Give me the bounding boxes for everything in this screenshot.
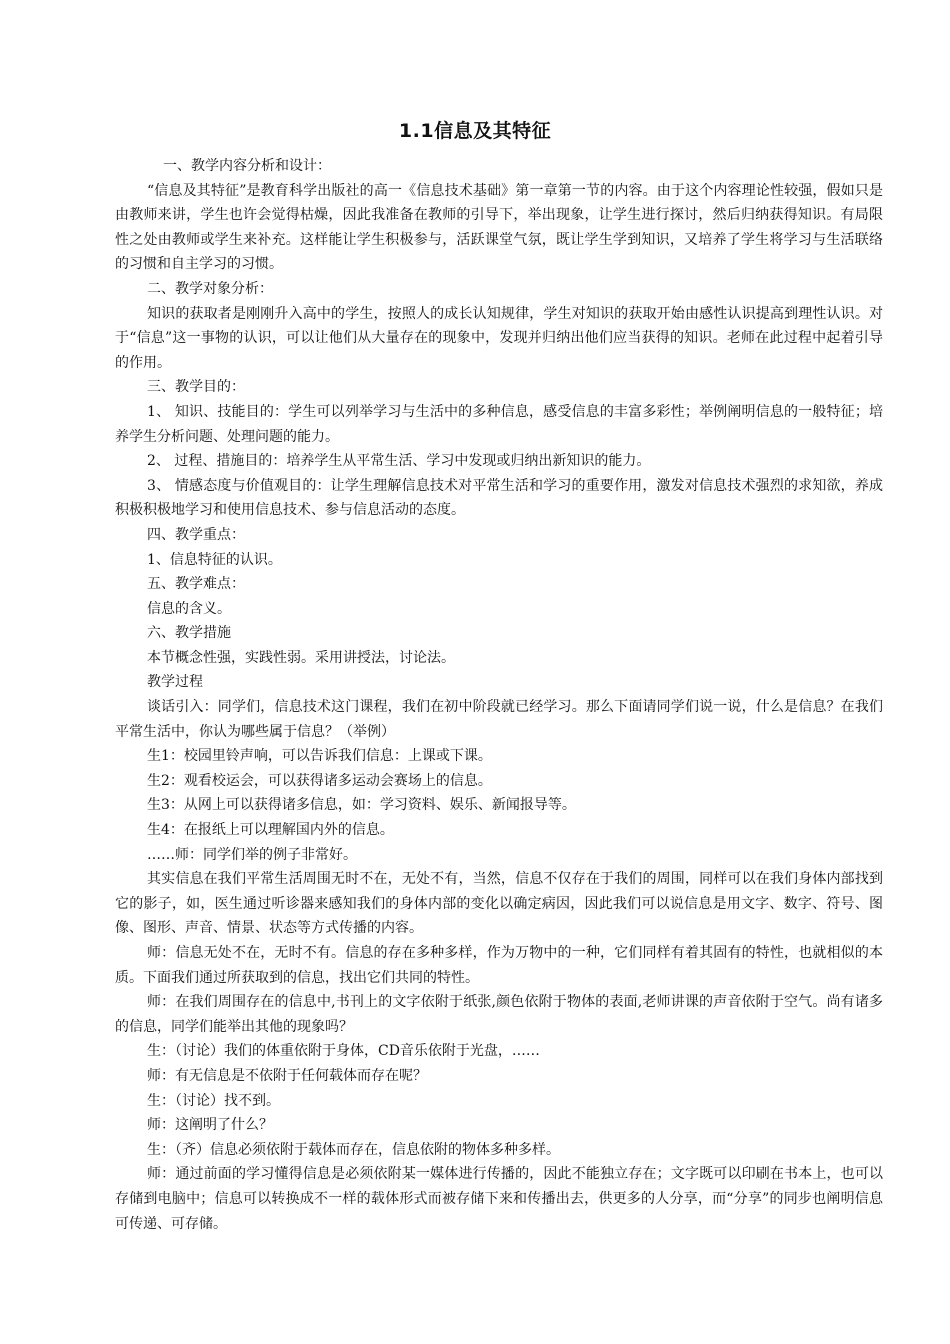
- list-item: 3、 情感态度与价值观目的：让学生理解信息技术对平常生活和学习的重要作用，激发对信息技术强烈的求知欲，养成积极积极地学习和使用信息技术、参与信息活动的态度。: [115, 477, 883, 519]
- paragraph: 知识的获取者是刚刚升入高中的学生，按照人的成长认知规律，学生对知识的获取开始由感性认识提高到理性认识。对于“信息”这一事物的认识，可以让他们从大量存在的现象中，发现并归纳出他们应当获得的知识。老师在此过程中起着引导的作用。: [115, 305, 883, 371]
- list-item: 1、信息特征的认识。: [147, 551, 282, 568]
- section-heading: 二、教学对象分析：: [147, 280, 273, 297]
- dialogue-line: ……师：同学们举的例子非常好。: [147, 846, 357, 863]
- dialogue-line: 生1：校园里铃声响，可以告诉我们信息：上课或下课。: [147, 748, 492, 765]
- list-item: 1、 知识、技能目的：学生可以列举学习与生活中的多种信息，感受信息的丰富多彩性；举例阐明信息的一般特征；培养学生分析问题、处理问题的能力。: [115, 403, 883, 445]
- dialogue-line: 生：（讨论）找不到。: [147, 1092, 280, 1109]
- dialogue-line: 师：在我们周围存在的信息中,书刊上的文字依附于纸张,颜色依附于物体的表面,老师讲课的声音依附于空气。尚有诸多的信息，同学们能举出其他的现象吗？: [115, 994, 883, 1035]
- dialogue-line: 生2：观看校运会，可以获得诸多运动会赛场上的信息。: [147, 772, 492, 789]
- dialogue-line: 生：（讨论）我们的体重依附于身体，CD音乐依附于光盘，……: [147, 1043, 540, 1060]
- paragraph: “信息及其特征”是教育科学出版社的高一《信息技术基础》第一章第一节的内容。由于这个内容理论性较强，假如只是由教师来讲，学生也许会觉得枯燥，因此我准备在教师的引导下，举出现象，让学生进行探讨，然后归纳获得知识。有局限性之处由教师或学生来补充。这样能让学生积极参与，活跃课堂气氛，既让学生学到知识，又培养了学生将学习与生活联络的习惯和自主学习的习惯。: [115, 182, 883, 273]
- paragraph: 谈话引入：同学们，信息技术这门课程，我们在初中阶段就已经学习。那么下面请同学们说一说，什么是信息？在我们平常生活中，你认为哪些属于信息？（举例）: [115, 699, 883, 740]
- dialogue-line: 师：有无信息是不依附于任何载体而存在呢？: [147, 1067, 427, 1084]
- section-heading: 三、教学目的：: [147, 379, 245, 396]
- section-heading: 教学过程: [147, 674, 203, 691]
- dialogue-line: 师：信息无处不在，无时不有。信息的存在多种多样，作为万物中的一种，它们同样有着其固有的特性，也就相似的本质。下面我们通过所获取到的信息，找出它们共同的特性。: [115, 945, 883, 986]
- paragraph: 信息的含义。: [147, 600, 231, 617]
- dialogue-line: 生：（齐）信息必须依附于载体而存在，信息依附的物体多种多样。: [147, 1141, 560, 1158]
- dialogue-line: 生4：在报纸上可以理解国内外的信息。: [147, 822, 394, 839]
- section-heading: 五、教学难点：: [147, 576, 245, 593]
- paragraph: 其实信息在我们平常生活周围无时不在，无处不有，当然，信息不仅存在于我们的周围，同样可以在我们身体内部找到它的影子，如，医生通过听诊器来感知我们的身体内部的变化以确定病因，因此我们可以说信息是用文字、数字、符号、图像、图形、声音、情景、状态等方式传播的内容。: [115, 871, 883, 937]
- document-body: [115, 154, 883, 1236]
- section-heading: 四、教学重点：: [147, 526, 245, 543]
- list-item: 2、 过程、措施目的：培养学生从平常生活、学习中发现或归纳出新知识的能力。: [147, 453, 651, 470]
- document-title: 1.1信息及其特征: [398, 120, 552, 142]
- paragraph: 本节概念性强，实践性弱。采用讲授法，讨论法。: [147, 649, 455, 666]
- section-heading: 一、教学内容分析和设计：: [163, 158, 331, 174]
- dialogue-line: 生3：从网上可以获得诸多信息，如：学习资料、娱乐、新闻报导等。: [147, 797, 576, 814]
- section-heading: 六、教学措施: [147, 625, 231, 642]
- dialogue-line: 师：这阐明了什么？: [147, 1117, 273, 1134]
- dialogue-line: 师：通过前面的学习懂得信息是必须依附某一媒体进行传播的，因此不能独立存在；文字既可以印刷在书本上，也可以存储到电脑中；信息可以转换成不一样的载体形式而被存储下来和传播出去，供更多的人分享，而“分享”的同步也阐明信息可传递、可存储。: [115, 1166, 883, 1232]
